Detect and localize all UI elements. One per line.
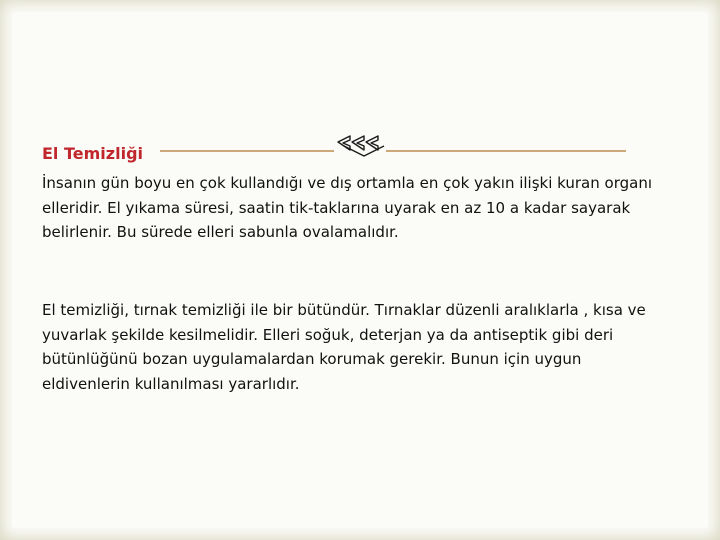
triple-chevron-icon [334,132,386,164]
paragraph-hand-hygiene: İnsanın gün boyu en çok kullandığı ve dış ortamla en çok yakın ilişki kuran organı elleridir. El yıkama süresi, saatin tik-taklarına uyarak en az 10 a kadar sayarak belirlenir. Bu sürede elleri sabunla ovalamalıdır. [42,174,652,241]
slide-frame [12,12,708,528]
paragraph-nail-hygiene: El temizliği, tırnak temizliği ile bir bütündür. Tırnaklar düzenli aralıklarla , kısa ve yuvarlak şekilde kesilmelidir. Elleri soğuk, deterjan ya da antiseptik gibi deri bütünlüğünü bozan uygulamalardan korumak gerekir. Bunun için uygun eldivenlerin kullanılması yararlıdır. [42,301,646,393]
title-divider [160,150,626,152]
slide-title: El Temizliği [42,144,143,163]
